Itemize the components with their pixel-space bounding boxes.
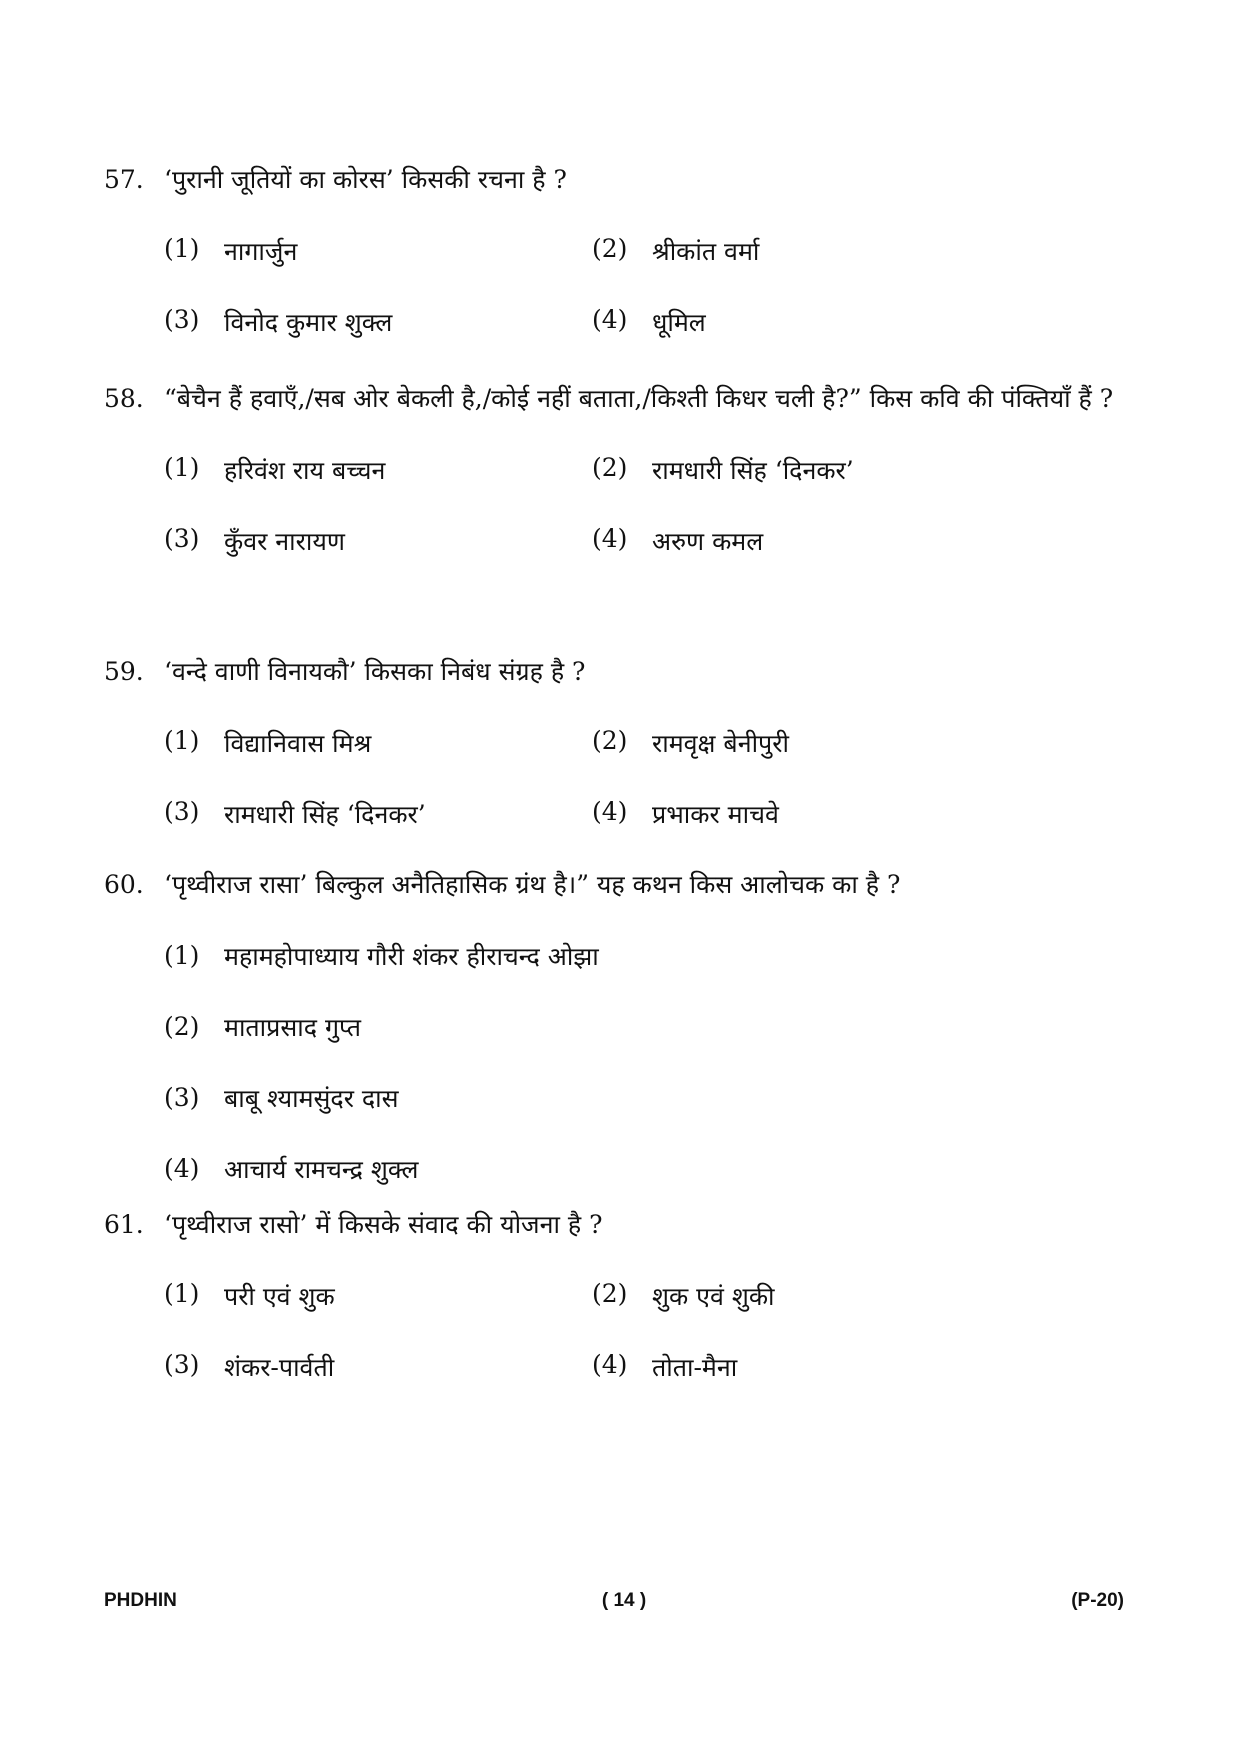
option-text: विनोद कुमार शुक्ल bbox=[224, 307, 393, 337]
option-label: (3) bbox=[164, 523, 200, 553]
option-label: (1) bbox=[164, 1278, 200, 1308]
option-text: रामधारी सिंह ‘दिनकर’ bbox=[652, 455, 854, 485]
option-label: (3) bbox=[164, 1083, 200, 1112]
page-footer bbox=[104, 1590, 1124, 1612]
option-3 bbox=[164, 305, 592, 339]
option-text: रामधारी सिंह ‘दिनकर’ bbox=[224, 799, 426, 829]
option-label: (2) bbox=[592, 452, 628, 482]
option-label: (4) bbox=[592, 304, 628, 334]
option-2 bbox=[592, 234, 1020, 268]
option-text: रामवृक्ष बेनीपुरी bbox=[652, 728, 789, 758]
option-1 bbox=[164, 234, 592, 268]
question-number: 61. bbox=[104, 1210, 144, 1239]
option-4 bbox=[592, 797, 1020, 831]
option-text: शुक एवं शुकी bbox=[652, 1281, 775, 1311]
option-2 bbox=[592, 1279, 1020, 1313]
option-label: (1) bbox=[164, 233, 200, 263]
option-text: धूमिल bbox=[652, 307, 706, 337]
option-text: विद्यानिवास मिश्र bbox=[224, 728, 372, 758]
option-text: परी एवं शुक bbox=[224, 1281, 335, 1311]
option-text: तोता-मैना bbox=[652, 1352, 738, 1382]
option-label: (4) bbox=[592, 1349, 628, 1379]
option-1 bbox=[164, 453, 592, 487]
option-text: हरिवंश राय बच्चन bbox=[224, 455, 386, 485]
option-2 bbox=[164, 991, 1144, 1062]
question-58 bbox=[104, 364, 1144, 576]
option-label: (2) bbox=[592, 233, 628, 263]
question-text: ‘पृथ्वीराज रासो’ में किसके संवाद की योजना है ? bbox=[164, 1210, 603, 1239]
option-2 bbox=[592, 726, 1020, 760]
option-3 bbox=[164, 797, 592, 831]
option-label: (1) bbox=[164, 941, 200, 970]
paper-code: (P-20) bbox=[1071, 1590, 1124, 1611]
question-number: 58. bbox=[104, 384, 144, 413]
question-text: ‘पृथ्वीराज रासा’ बिल्कुल अनैतिहासिक ग्रंथ है।” यह कथन किस आलोचक का है ? bbox=[164, 870, 901, 899]
option-label: (3) bbox=[164, 1349, 200, 1379]
question-59 bbox=[104, 637, 1144, 849]
option-1 bbox=[164, 920, 1144, 991]
question-text: ‘वन्दे वाणी विनायकौ’ किसका निबंध संग्रह है ? bbox=[164, 657, 586, 686]
option-3 bbox=[164, 1350, 592, 1384]
footer-code: PHDHIN bbox=[104, 1590, 177, 1611]
option-text: कुँवर नारायण bbox=[224, 526, 345, 556]
option-label: (2) bbox=[164, 1012, 200, 1041]
option-4 bbox=[592, 524, 1020, 558]
option-label: (1) bbox=[164, 452, 200, 482]
option-label: (2) bbox=[592, 725, 628, 755]
question-57 bbox=[104, 145, 1144, 357]
option-1 bbox=[164, 726, 592, 760]
option-label: (1) bbox=[164, 725, 200, 755]
option-1 bbox=[164, 1279, 592, 1313]
option-text: महामहोपाध्याय गौरी शंकर हीराचन्द ओझा bbox=[224, 941, 599, 971]
option-label: (4) bbox=[592, 523, 628, 553]
option-label: (4) bbox=[592, 796, 628, 826]
option-text: बाबू श्यामसुंदर दास bbox=[224, 1083, 399, 1113]
option-label: (2) bbox=[592, 1278, 628, 1308]
page-number: ( 14 ) bbox=[601, 1590, 647, 1611]
option-3 bbox=[164, 524, 592, 558]
question-61 bbox=[104, 1190, 1144, 1402]
option-text: अरुण कमल bbox=[652, 526, 764, 556]
question-number: 60. bbox=[104, 870, 144, 899]
option-3 bbox=[164, 1062, 1144, 1133]
question-number: 57. bbox=[104, 165, 144, 194]
option-label: (3) bbox=[164, 796, 200, 826]
option-label: (3) bbox=[164, 304, 200, 334]
option-text: माताप्रसाद गुप्त bbox=[224, 1012, 361, 1042]
question-60 bbox=[104, 850, 1144, 1204]
option-text: श्रीकांत वर्मा bbox=[652, 236, 760, 266]
option-text: आचार्य रामचन्द्र शुक्ल bbox=[224, 1154, 419, 1184]
question-text: ‘पुरानी जूतियों का कोरस’ किसकी रचना है ? bbox=[164, 165, 567, 194]
option-4 bbox=[592, 305, 1020, 339]
option-text: प्रभाकर माचवे bbox=[652, 799, 779, 829]
option-text: नागार्जुन bbox=[224, 236, 298, 266]
option-label: (4) bbox=[164, 1154, 200, 1183]
option-4 bbox=[592, 1350, 1020, 1384]
question-text: “बेचैन हैं हवाएँ,/सब ओर बेकली है,/कोई नहीं बताता,/किश्ती किधर चली है?” किस कवि की पंक्तियाँ हैं ? bbox=[164, 384, 1114, 413]
question-number: 59. bbox=[104, 657, 144, 686]
option-2 bbox=[592, 453, 1020, 487]
option-text: शंकर-पार्वती bbox=[224, 1352, 335, 1382]
